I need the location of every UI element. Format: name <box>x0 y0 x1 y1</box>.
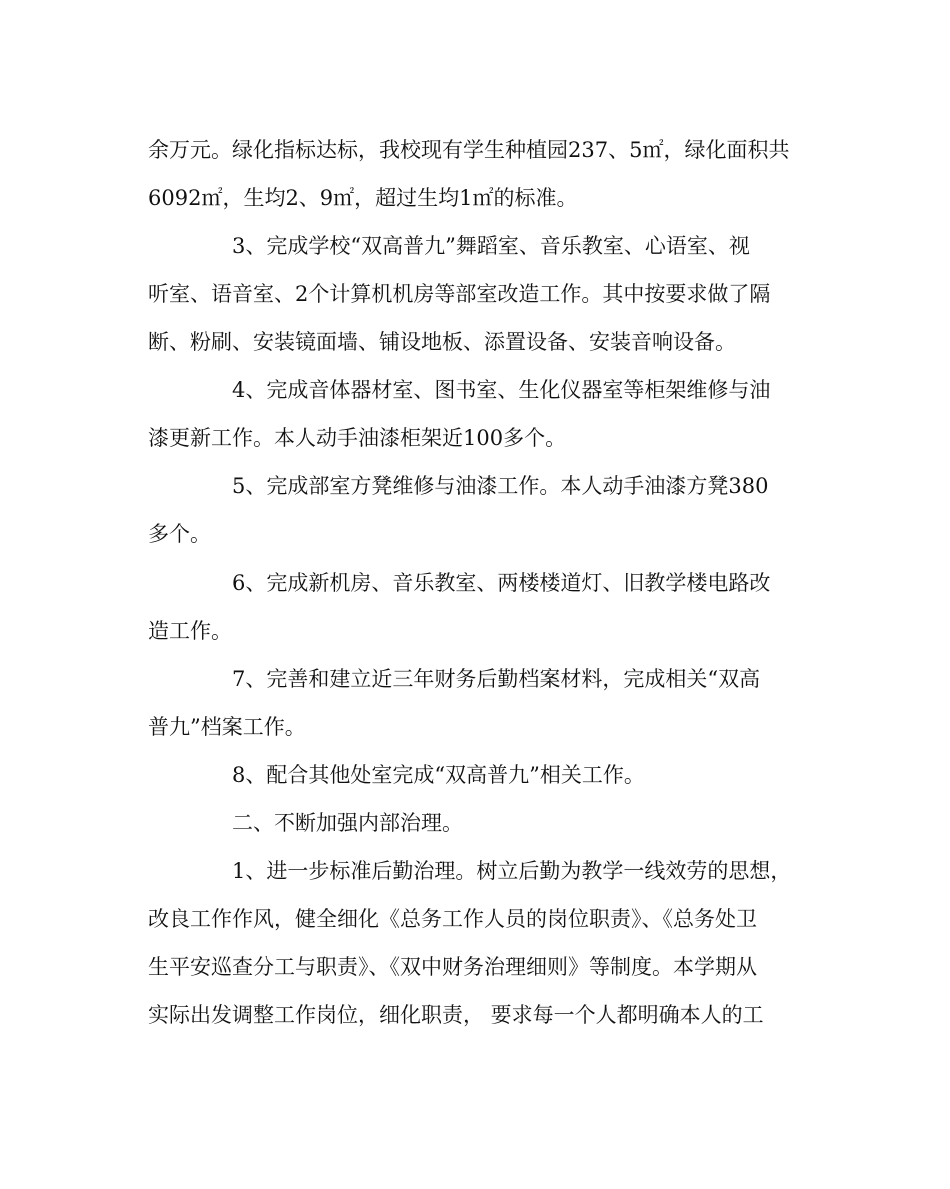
text-line: 二、不断加强内部治理。 <box>232 811 463 835</box>
text-line: 7、完善和建立近三年财务后勤档案材料，完成相关“双高 <box>232 667 761 691</box>
text-line: 造工作。 <box>148 619 232 643</box>
text-line: 5、完成部室方凳维修与油漆工作。本人动手油漆方凳380 <box>232 474 769 498</box>
text-line: 漆更新工作。本人动手油漆柜架近100多个。 <box>148 426 567 450</box>
text-line: 6092㎡，生均2、9㎡，超过生均1㎡的标准。 <box>148 186 578 210</box>
text-line: 1、进一步标准后勤治理。树立后勤为教学一线效劳的思想， <box>232 859 792 883</box>
text-line: 3、完成学校“双高普九”舞蹈室、音乐教室、心语室、视 <box>232 234 750 258</box>
text-line: 普九”档案工作。 <box>148 715 306 739</box>
text-line: 生平安巡查分工与职责》、《双中财务治理细则》等制度。本学期从 <box>148 955 757 979</box>
text-line: 6、完成新机房、音乐教室、两楼楼道灯、旧教学楼电路改 <box>232 571 771 595</box>
text-line: 4、完成音体器材室、图书室、生化仪器室等柜架维修与油 <box>232 378 771 402</box>
text-line: 余万元。绿化指标达标，我校现有学生种植园237、5㎡，绿化面积共 <box>148 138 790 162</box>
text-line: 断、粉刷、安装镜面墙、铺设地板、添置设备、安装音响设备。 <box>148 330 736 354</box>
text-line: 多个。 <box>148 522 211 546</box>
text-line: 听室、语音室、2个计算机机房等部室改造工作。其中按要求做了隔 <box>148 282 771 306</box>
text-line: 改良工作作风，健全细化《总务工作人员的岗位职责》、《总务处卫 <box>148 907 757 931</box>
text-line: 8、配合其他处室完成“双高普九”相关工作。 <box>232 763 645 787</box>
text-line: 实际出发调整工作岗位，细化职责， 要求每一个人都明确本人的工 <box>148 1003 764 1027</box>
